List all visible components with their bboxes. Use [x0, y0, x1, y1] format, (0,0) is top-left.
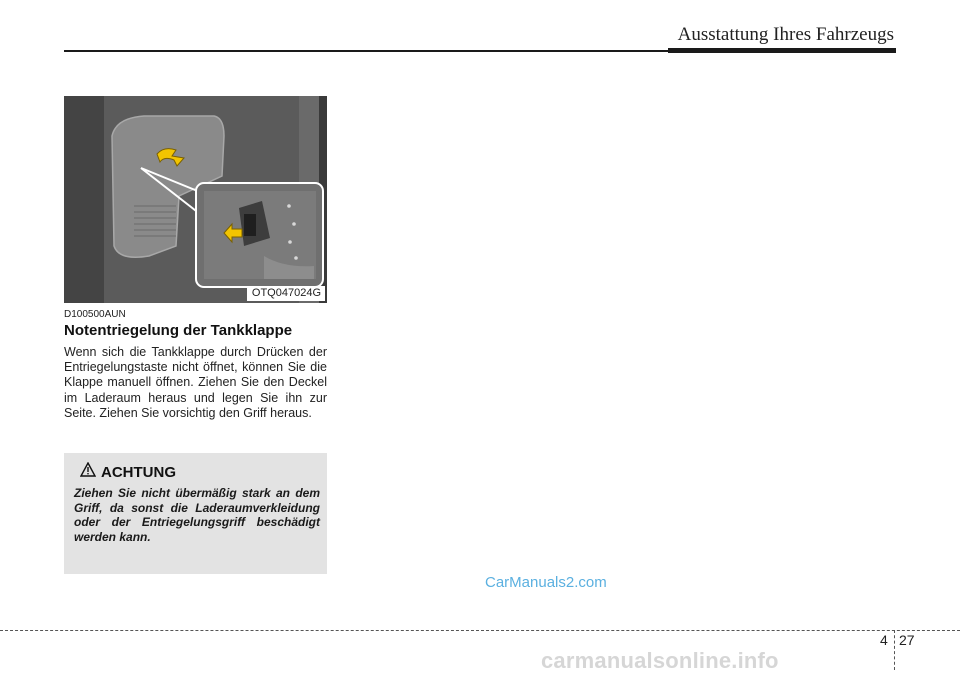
- section-body-text: Wenn sich die Tankklappe durch Drücken der Entriegelungstaste nicht öffnet, können Sie die Klappe manuell öffnen. Ziehen Sie den Deckel im Laderaum heraus und legen Sie ihn zur Seite. Ziehen Sie vorsichtig den Griff heraus.: [64, 345, 327, 420]
- section-code: D100500AUN: [64, 309, 126, 320]
- trunk-panel-illustration: [64, 96, 327, 303]
- running-header: Ausstattung Ihres Fahrzeugs: [677, 24, 894, 45]
- warning-box: [64, 453, 327, 574]
- footer-page-divider: [894, 630, 895, 670]
- watermark-link[interactable]: CarManuals2.com: [485, 574, 607, 591]
- header-rule: [64, 50, 668, 52]
- warning-title: ACHTUNG: [101, 464, 176, 481]
- watermark-footer: carmanualsonline.info: [541, 648, 779, 673]
- page-number: 27: [899, 632, 915, 648]
- warning-text: Ziehen Sie nicht übermäßig stark an dem Griff, da sonst die Laderaumverkleidung oder der Entriegelungsgriff beschädigt werden kann.: [74, 486, 320, 544]
- header-tab-bar: [668, 48, 896, 53]
- warning-triangle-icon: [80, 462, 96, 477]
- chapter-number: 4: [880, 632, 888, 648]
- figure-fuel-release-image: [64, 96, 327, 303]
- section-heading: Notentriegelung der Tankklappe: [64, 322, 293, 339]
- footer-dashed-rule: [0, 630, 960, 631]
- figure-code-label: OTQ047024G: [247, 286, 325, 301]
